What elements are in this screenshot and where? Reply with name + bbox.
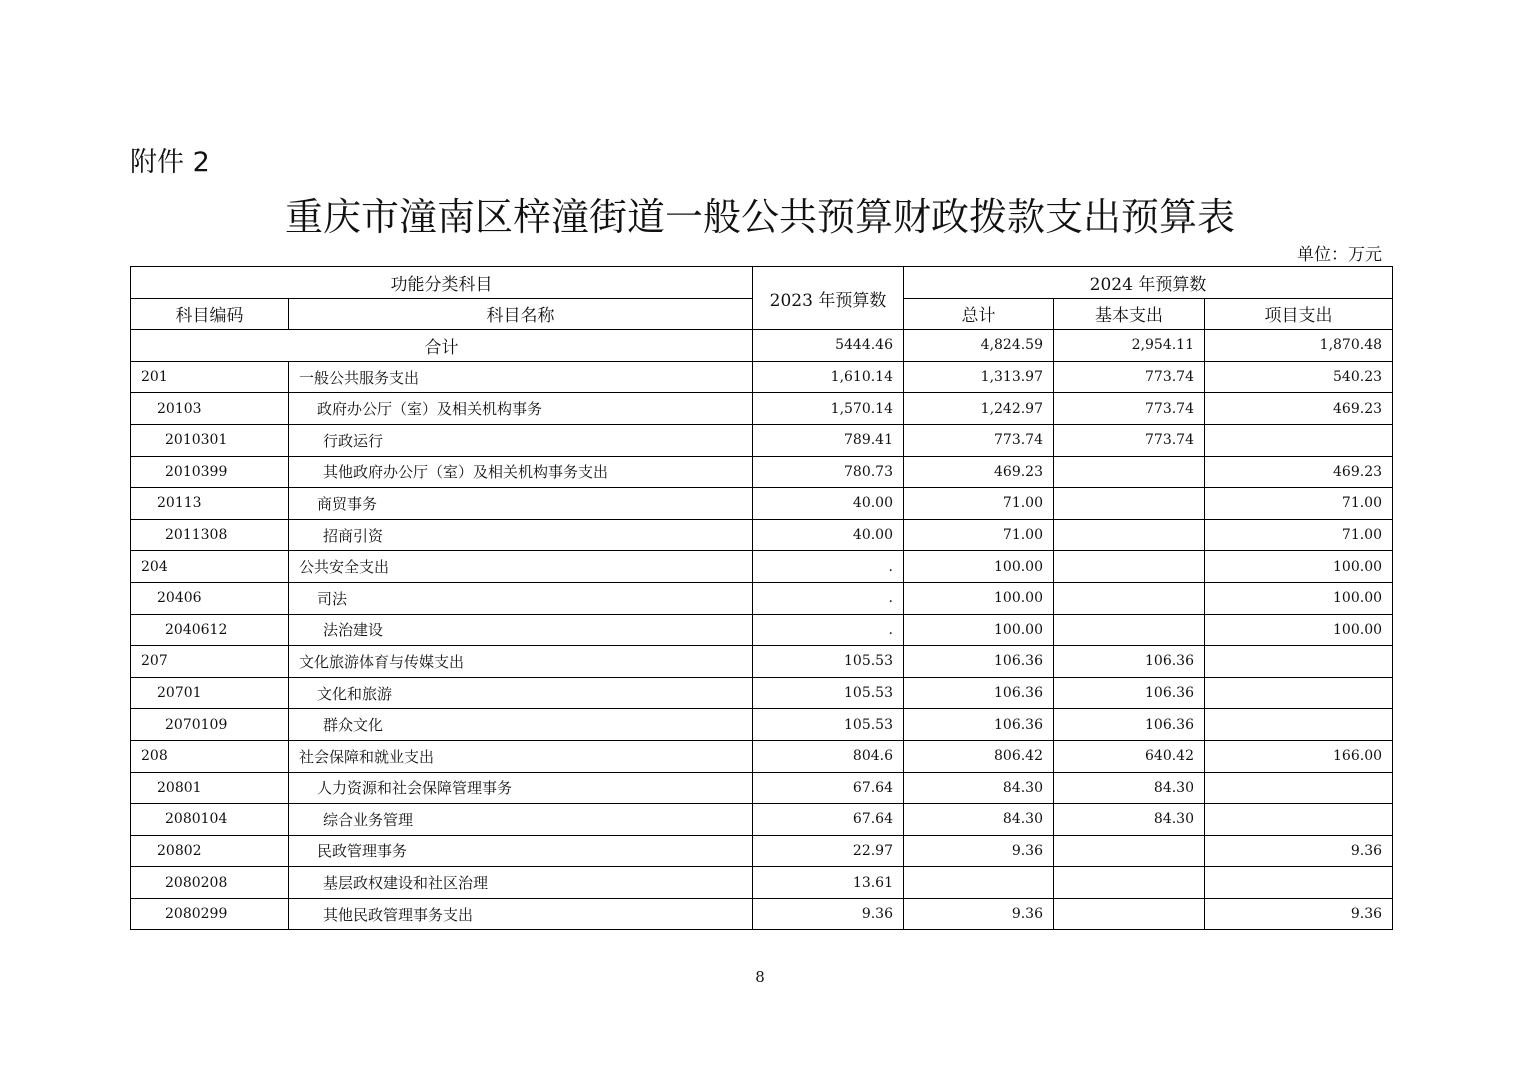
table-row (131, 519, 1393, 551)
row-name: 其他政府办公厅（室）及相关机构事务支出 (289, 456, 753, 488)
row-name: 商贸事务 (289, 488, 753, 520)
table-row (131, 393, 1393, 425)
page-number: 8 (755, 968, 765, 986)
row-basic: 106.36 (1054, 677, 1205, 709)
summary-label: 合计 (131, 330, 753, 362)
row-project: 71.00 (1205, 519, 1393, 551)
row-budget-2023: . (753, 582, 904, 614)
row-code: 2080208 (131, 867, 289, 899)
summary-project: 1,870.48 (1205, 330, 1393, 362)
row-name: 民政管理事务 (289, 835, 753, 867)
table-row (131, 551, 1393, 583)
row-code: 2010301 (131, 424, 289, 456)
table-row (131, 709, 1393, 741)
row-code: 2080104 (131, 804, 289, 836)
row-total: 9.36 (904, 898, 1054, 930)
row-project: 540.23 (1205, 361, 1393, 393)
summary-row (131, 330, 1393, 362)
header-basic: 基本支出 (1054, 298, 1205, 330)
row-project: 71.00 (1205, 488, 1393, 520)
row-total: 84.30 (904, 804, 1054, 836)
row-budget-2023: 13.61 (753, 867, 904, 899)
table-row (131, 804, 1393, 836)
row-code: 208 (131, 740, 289, 772)
row-name: 社会保障和就业支出 (289, 740, 753, 772)
table-row (131, 361, 1393, 393)
row-budget-2023: 22.97 (753, 835, 904, 867)
row-project: 100.00 (1205, 551, 1393, 583)
row-budget-2023: 105.53 (753, 677, 904, 709)
row-code: 2070109 (131, 709, 289, 741)
row-basic: 84.30 (1054, 804, 1205, 836)
row-basic: 640.42 (1054, 740, 1205, 772)
table-row (131, 677, 1393, 709)
budget-table (130, 266, 1393, 930)
row-budget-2023: 40.00 (753, 488, 904, 520)
row-basic: 106.36 (1054, 709, 1205, 741)
summary-total: 4,824.59 (904, 330, 1054, 362)
row-name: 人力资源和社会保障管理事务 (289, 772, 753, 804)
row-code: 20113 (131, 488, 289, 520)
row-budget-2023: 67.64 (753, 804, 904, 836)
header-code: 科目编码 (131, 298, 289, 330)
row-basic (1054, 867, 1205, 899)
table-row (131, 582, 1393, 614)
row-basic: 773.74 (1054, 424, 1205, 456)
row-project (1205, 709, 1393, 741)
row-basic: 773.74 (1054, 393, 1205, 425)
row-name: 群众文化 (289, 709, 753, 741)
row-total: 100.00 (904, 582, 1054, 614)
row-code: 20103 (131, 393, 289, 425)
row-name: 招商引资 (289, 519, 753, 551)
unit-label: 单位：万元 (1297, 245, 1382, 265)
row-budget-2023: 804.6 (753, 740, 904, 772)
row-name: 一般公共服务支出 (289, 361, 753, 393)
row-budget-2023: . (753, 614, 904, 646)
row-project (1205, 772, 1393, 804)
row-basic: 84.30 (1054, 772, 1205, 804)
row-total: 1,242.97 (904, 393, 1054, 425)
row-budget-2023: 40.00 (753, 519, 904, 551)
row-project: 100.00 (1205, 614, 1393, 646)
row-name: 综合业务管理 (289, 804, 753, 836)
row-budget-2023: 780.73 (753, 456, 904, 488)
row-code: 20801 (131, 772, 289, 804)
row-budget-2023: 67.64 (753, 772, 904, 804)
row-project (1205, 646, 1393, 678)
row-code: 201 (131, 361, 289, 393)
row-code: 2011308 (131, 519, 289, 551)
row-basic (1054, 898, 1205, 930)
summary-basic: 2,954.11 (1054, 330, 1205, 362)
row-total: 100.00 (904, 614, 1054, 646)
header-project: 项目支出 (1205, 298, 1393, 330)
row-budget-2023: 1,570.14 (753, 393, 904, 425)
row-project (1205, 677, 1393, 709)
row-name: 基层政权建设和社区治理 (289, 867, 753, 899)
row-budget-2023: 9.36 (753, 898, 904, 930)
row-basic (1054, 551, 1205, 583)
attachment-label: 附件 2 (130, 147, 210, 178)
row-name: 文化和旅游 (289, 677, 753, 709)
row-project: 166.00 (1205, 740, 1393, 772)
row-budget-2023: . (753, 551, 904, 583)
row-total: 71.00 (904, 488, 1054, 520)
row-budget-2023: 105.53 (753, 646, 904, 678)
row-name: 其他民政管理事务支出 (289, 898, 753, 930)
summary-b2023: 5444.46 (753, 330, 904, 362)
row-basic (1054, 582, 1205, 614)
row-code: 20802 (131, 835, 289, 867)
row-project (1205, 804, 1393, 836)
row-basic: 773.74 (1054, 361, 1205, 393)
row-project (1205, 867, 1393, 899)
row-project: 9.36 (1205, 835, 1393, 867)
table-row (131, 488, 1393, 520)
row-name: 公共安全支出 (289, 551, 753, 583)
table-row (131, 646, 1393, 678)
header-name: 科目名称 (289, 298, 753, 330)
row-budget-2023: 789.41 (753, 424, 904, 456)
page-title: 重庆市潼南区梓潼街道一般公共预算财政拨款支出预算表 (284, 195, 1235, 239)
table-row (131, 772, 1393, 804)
row-code: 204 (131, 551, 289, 583)
table-row (131, 898, 1393, 930)
row-total: 106.36 (904, 646, 1054, 678)
table-row (131, 835, 1393, 867)
row-basic (1054, 835, 1205, 867)
row-total: 100.00 (904, 551, 1054, 583)
table-row (131, 867, 1393, 899)
row-name: 政府办公厅（室）及相关机构事务 (289, 393, 753, 425)
row-name: 文化旅游体育与传媒支出 (289, 646, 753, 678)
row-total: 469.23 (904, 456, 1054, 488)
row-code: 2080299 (131, 898, 289, 930)
row-name: 法治建设 (289, 614, 753, 646)
row-total: 9.36 (904, 835, 1054, 867)
row-total (904, 867, 1054, 899)
header-total: 总计 (904, 298, 1054, 330)
row-code: 20406 (131, 582, 289, 614)
table-row (131, 614, 1393, 646)
row-project: 9.36 (1205, 898, 1393, 930)
row-total: 71.00 (904, 519, 1054, 551)
row-total: 106.36 (904, 709, 1054, 741)
row-code: 207 (131, 646, 289, 678)
row-total: 106.36 (904, 677, 1054, 709)
row-total: 806.42 (904, 740, 1054, 772)
header-budget-2024: 2024 年预算数 (904, 267, 1393, 299)
row-budget-2023: 1,610.14 (753, 361, 904, 393)
row-total: 773.74 (904, 424, 1054, 456)
row-basic (1054, 488, 1205, 520)
table-row (131, 740, 1393, 772)
row-total: 84.30 (904, 772, 1054, 804)
row-code: 2040612 (131, 614, 289, 646)
row-project: 100.00 (1205, 582, 1393, 614)
row-code: 20701 (131, 677, 289, 709)
row-basic (1054, 614, 1205, 646)
table-row (131, 424, 1393, 456)
row-budget-2023: 105.53 (753, 709, 904, 741)
row-name: 司法 (289, 582, 753, 614)
header-budget-2023: 2023 年预算数 (753, 267, 904, 330)
header-functional: 功能分类科目 (131, 267, 753, 299)
row-basic (1054, 519, 1205, 551)
row-project: 469.23 (1205, 456, 1393, 488)
row-code: 2010399 (131, 456, 289, 488)
table-row (131, 456, 1393, 488)
row-total: 1,313.97 (904, 361, 1054, 393)
row-basic (1054, 456, 1205, 488)
row-project: 469.23 (1205, 393, 1393, 425)
row-basic: 106.36 (1054, 646, 1205, 678)
row-project (1205, 424, 1393, 456)
row-name: 行政运行 (289, 424, 753, 456)
